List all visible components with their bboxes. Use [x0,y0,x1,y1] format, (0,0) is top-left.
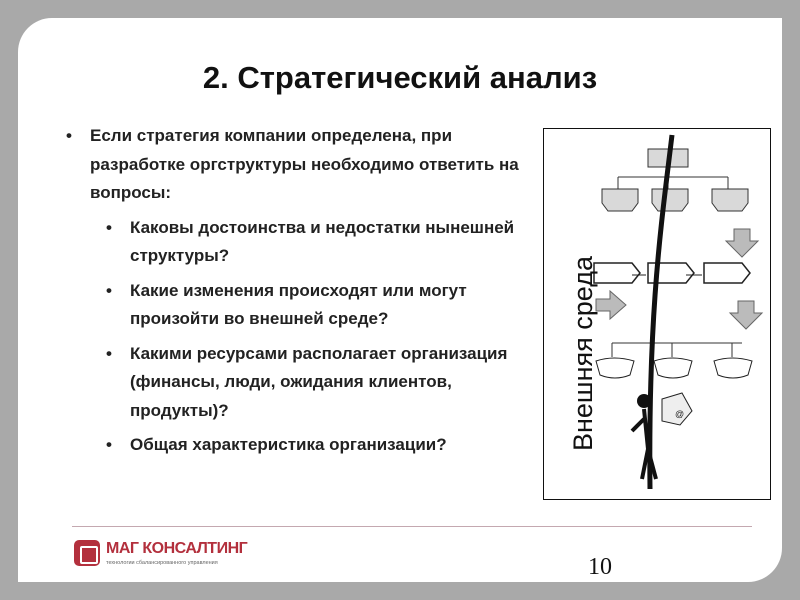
box-shape [602,189,638,211]
down-arrow-icon [726,229,758,257]
page-number: 10 [588,554,612,580]
axis-pole-shape [650,135,672,489]
process-shape [594,263,640,283]
slide [18,18,782,582]
sub-bullet-text: Какими ресурсами располагает организация (финансы, люди, ожидания клиентов, продукты)? [130,343,508,420]
down-arrow-icon [730,301,762,329]
main-bullet-text: Если стратегия компании определена, при разработке оргструктуры необходимо ответить на вопросы: [90,126,519,202]
bullet-dot: • [106,280,112,300]
sub-bullet-item [106,277,546,334]
sub-bullet-text: Какие изменения происходят или могут произойти во внешней среде? [130,280,467,328]
box-shape [712,189,748,211]
process-shape [704,263,750,283]
bowl-shape [714,358,752,378]
company-logo [74,538,254,574]
person-head-shape [637,394,651,408]
sub-bullet-item [106,214,546,271]
sub-bullet-text: Каковы достоинства и недостатки нынешней структуры? [130,217,515,265]
figure-label: Внешняя среда [568,256,598,451]
bullet-dot: • [106,217,112,237]
sub-bullet-item [106,431,546,460]
footer-divider [72,526,752,527]
connector-line [618,177,728,189]
slide-title: 2. Стратегический анализ [202,60,598,95]
bullet-dot: • [66,126,72,145]
logo-name: МАГ КОНСАЛТИНГ [106,540,248,557]
main-bullet [66,122,546,208]
box-shape [652,189,688,211]
sub-bullet-text: Общая характеристика организации? [130,435,447,454]
logo-icon [74,540,100,566]
logo-tagline: технологии сбалансированного управления [106,560,218,566]
bullet-list [66,122,546,466]
org-structure-illustration [543,128,771,500]
sub-bullet-list [66,214,546,460]
right-arrow-icon [596,291,626,319]
connector-line [612,343,732,357]
sheet-mark: @ [675,409,685,419]
bowl-shape [596,358,634,378]
sub-bullet-item [106,340,546,426]
bullet-dot: • [106,343,112,363]
bowl-shape [654,358,692,378]
bullet-dot: • [106,435,112,454]
